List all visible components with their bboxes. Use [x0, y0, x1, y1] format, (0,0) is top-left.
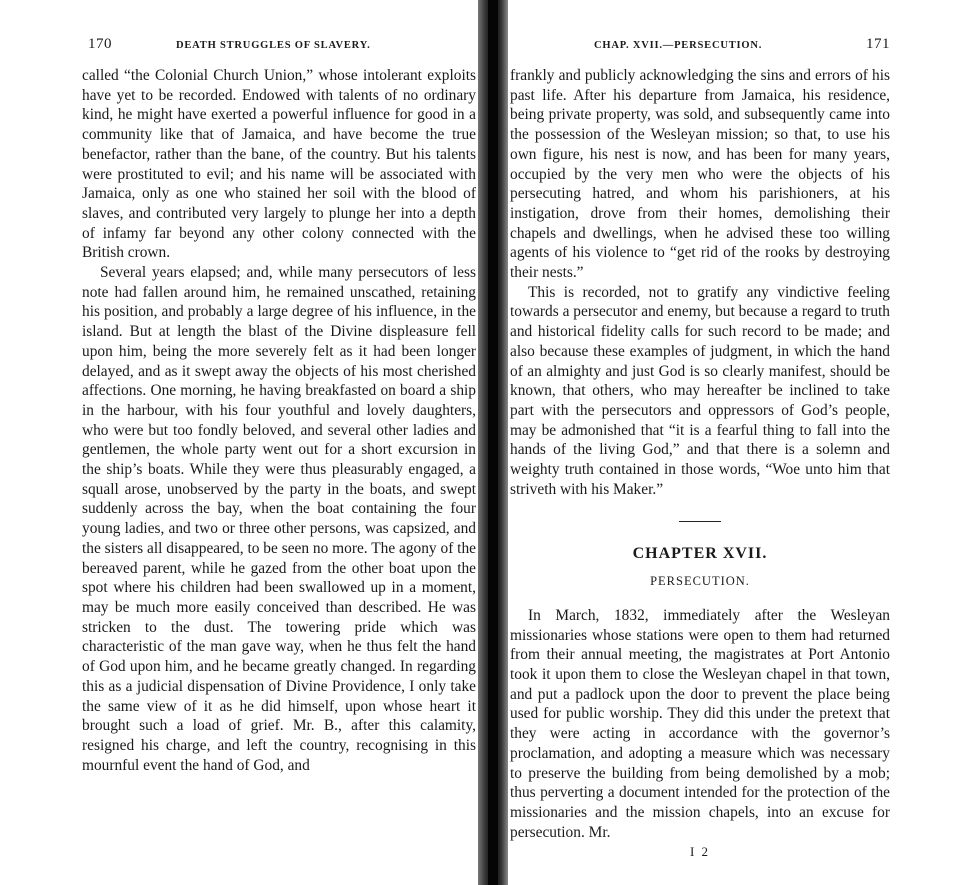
right-page-number: 171	[866, 36, 890, 52]
right-page	[508, 0, 980, 885]
right-text-block	[510, 66, 890, 862]
signature-mark: I 2	[689, 844, 711, 860]
right-paragraph-1: frankly and publicly acknowledging the sins and errors of his past life. After his departure from Jamaica, his residence, being private property, was sold, and subsequently came into the possession of the Wesleyan mission; so that, to use his own figure, his nest is now, and has been for many years, occupied by the very men who were the objects of his persecuting hatred, and whom his parishioners, at his instigation, drove from their homes, demolishing their chapels and dwellings, when he advised these too willing agents of his violence to “get rid of the rooks by destroying their nests.”	[510, 67, 890, 282]
section-divider-rule	[679, 521, 721, 522]
left-page-number: 170	[88, 36, 112, 52]
left-paragraph-1: called “the Colonial Church Union,” whose intolerant exploits have yet to be recorded. Endowed with talents of no ordinary kind, he might have exerted a powerful influence for good in a community like that of Jamaica, and have become the true benefactor, rather than the bane, of the country. But his talents were prostituted to evil; and his name will be associated with Jamaica, only as one who stained her soil with the blood of slaves, and contributed very largely to plunge her into a depth of infamy far beyond any other colony connected with the British crown.	[82, 67, 476, 262]
chapter-subtitle: PERSECUTION.	[650, 574, 750, 589]
right-running-head	[508, 36, 890, 56]
left-text-block	[82, 66, 476, 775]
chapter-opening-paragraph: In March, 1832, immediately after the Wesleyan missionaries whose stations were open to them had returned from their annual meeting, the magistrates at Port Antonio took it upon them to close the Wesleyan chapel in that town, and put a padlock upon the door to prevent the place being used for public worship. They did this under the pretext that they were acting in accordance with the governor’s proclamation, and adopting a measure which was necessary to preserve the building from being demolished by a mob; thus perverting a document intended for the protection of the missionaries and the mission chapels, into an excuse for persecution. Mr.	[510, 606, 890, 841]
right-running-title: CHAP. XVII.—PERSECUTION.	[594, 40, 763, 51]
right-paragraph-2: This is recorded, not to gratify any vindictive feeling towards a persecutor and enemy, but because a regard to truth and historical fidelity calls for such record to be made; and also because these examples of judgment, in which the hand of an almighty and just God is so clearly manifest, should be known, that others, who may hereafter be inclined to take part with the persecutors and oppressors of God’s people, may be admonished that “it is a fearful thing to fall into the hands of the living God,” and that there is a solemn and weighty truth contained in those words, “Woe unto him that striveth with his Maker.”	[510, 283, 890, 498]
left-running-title: DEATH STRUGGLES OF SLAVERY.	[176, 40, 371, 51]
left-running-head	[88, 36, 476, 56]
book-gutter-shadow	[488, 0, 498, 885]
left-page	[0, 0, 478, 885]
left-paragraph-2: Several years elapsed; and, while many persecutors of less note had fallen around him, he remained unscathed, retaining his position, and probably a large degree of his influence, in the island. But at length the blast of the Divine displeasure fell upon him, being the more severely felt as it had been longer delayed, and as it swept away the objects of his most cherished affections. One morning, he having breakfasted on board a ship in the harbour, with his four youthful and lovely daughters, who were but too fondly beloved, and several other ladies and gentlemen, the whole party went out for a short excursion in the ship’s boats. While they were thus pleasurably engaged, a squall arose, unobserved by the party in the boats, and swept suddenly across the bay, when the boat containing the four young ladies, and two or three other persons, was capsized, and the sisters all disappeared, to be seen no more. The agony of the bereaved parent, while he gazed from the other boat upon the spot where his children had been swallowed up in a moment, may be much more easily conceived than described. He was stricken to the dust. The towering pride which was characteristic of the man gave way, when he thus felt the hand of God upon him, and he became greatly changed. In regarding this as a judicial dispensation of Divine Providence, I only take the same view of it as he did himself, upon whose heart it brought such a load of grief. Mr. B., after this calamity, resigned his charge, and left the country, recognising in this mournful event the hand of God, and	[82, 264, 476, 774]
chapter-heading: CHAPTER XVII.	[632, 545, 768, 563]
